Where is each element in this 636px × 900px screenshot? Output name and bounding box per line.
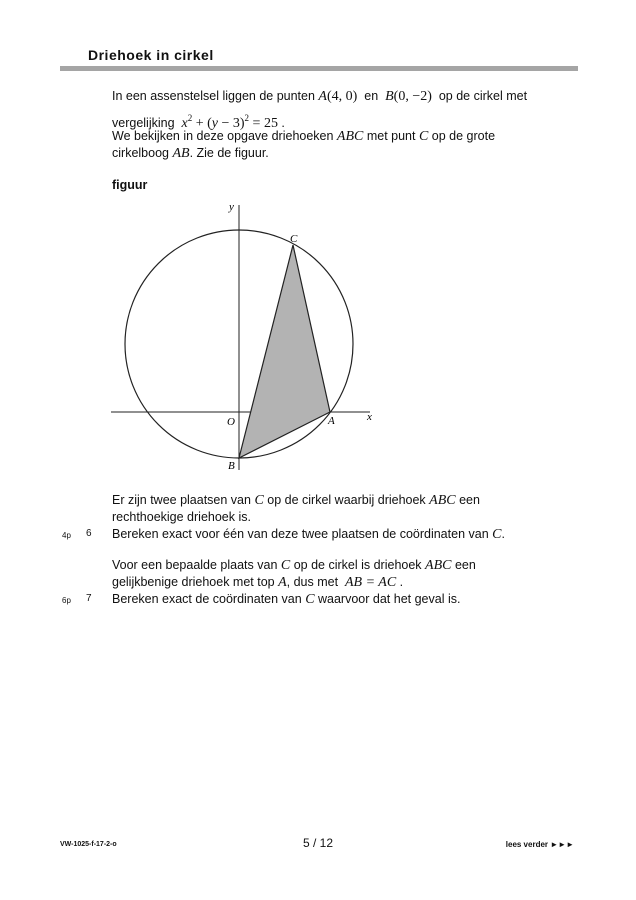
equation-exponent: 2 [187, 113, 193, 123]
q6-line-2: rechthoekige driehoek is. [112, 510, 251, 524]
q6-number: 6 [86, 528, 92, 539]
q7-text: gelijkbenige driehoek met top [112, 575, 279, 589]
q7-text: waarvoor dat het geval is. [314, 592, 461, 606]
q6-text: . [501, 527, 505, 541]
exam-code: VW-1025-f-17-2-o [60, 841, 117, 848]
triangle-label: ABC [429, 493, 456, 508]
q7-text: een [451, 558, 476, 572]
equation-exponent: 2 [244, 113, 250, 123]
point-b-coords: (0, −2) [393, 89, 432, 104]
q6-question [112, 526, 505, 543]
point-c-label: C [418, 129, 429, 144]
point-b-label: B [385, 89, 394, 104]
q6-text: Bereken exact voor één van deze twee plaatsen de coördinaten van [112, 527, 493, 541]
point-a-coords: (4, 0) [326, 89, 358, 104]
header-rule [60, 66, 578, 71]
point-c-label: C [254, 493, 264, 508]
point-c-label: C [290, 233, 298, 245]
q6-text: op de cirkel waarbij driehoek [263, 493, 430, 507]
q7-line-2 [112, 574, 403, 591]
intro-line-4 [112, 145, 269, 162]
equation-x: x [181, 116, 188, 131]
q6-points: 4p [62, 531, 71, 540]
point-a-label: A [318, 89, 327, 104]
q6-line-1 [112, 492, 480, 509]
intro-text: We bekijken in deze opgave driehoeken [112, 129, 337, 143]
arc-label: AB [172, 146, 190, 161]
point-c-label: C [305, 592, 315, 607]
q7-line-1 [112, 557, 476, 574]
intro-text: In een assenstelsel liggen de punten [112, 89, 319, 103]
intro-text: op de cirkel met [431, 89, 528, 103]
q7-text: Bereken exact de coördinaten van [112, 592, 306, 606]
intro-line-3 [112, 128, 495, 145]
continue-notice: lees verder ►►► [505, 840, 574, 849]
equation-y: y [211, 116, 218, 131]
q7-text: op de cirkel is driehoek [290, 558, 426, 572]
point-a-label: A [328, 415, 335, 427]
q7-text: , dus met [286, 575, 345, 589]
intro-text: vergelijking [112, 116, 182, 130]
triangle-abc [239, 245, 330, 458]
intro-text: . Zie de figuur. [189, 146, 269, 160]
point-a-label: A [278, 575, 287, 590]
q6-text: een [455, 493, 480, 507]
q7-points: 6p [62, 596, 71, 605]
equation-part: + ( [192, 116, 212, 131]
q7-number: 7 [86, 593, 92, 604]
q7-text: Voor een bepaalde plaats van [112, 558, 281, 572]
point-c-label: C [280, 558, 291, 573]
point-b-label: B [228, 460, 235, 472]
triangle-label: ABC [336, 129, 364, 144]
point-c-label: C [492, 527, 502, 542]
q7-text: . [396, 575, 404, 589]
figure-label: figuur [112, 178, 148, 192]
q6-text: Er zijn twee plaatsen van [112, 493, 255, 507]
circle-figure [100, 195, 385, 480]
intro-text: . [277, 116, 285, 130]
intro-text: op de grote [428, 129, 496, 143]
triangle-label: ABC [425, 558, 452, 573]
intro-text: met punt [363, 129, 419, 143]
x-axis-label: x [367, 411, 372, 423]
equation-part: = 25 [249, 116, 278, 131]
equation-ab-ac: AB = AC [345, 575, 397, 590]
intro-line-1 [112, 88, 527, 105]
point-o-label: O [227, 416, 235, 428]
q7-question [112, 591, 460, 608]
intro-text: en [357, 89, 386, 103]
equation-part: − 3) [217, 116, 245, 131]
intro-text: cirkelboog [112, 146, 173, 160]
y-axis-label: y [229, 201, 234, 213]
section-title: Driehoek in cirkel [88, 47, 214, 63]
page-number: 5 / 12 [302, 836, 334, 850]
